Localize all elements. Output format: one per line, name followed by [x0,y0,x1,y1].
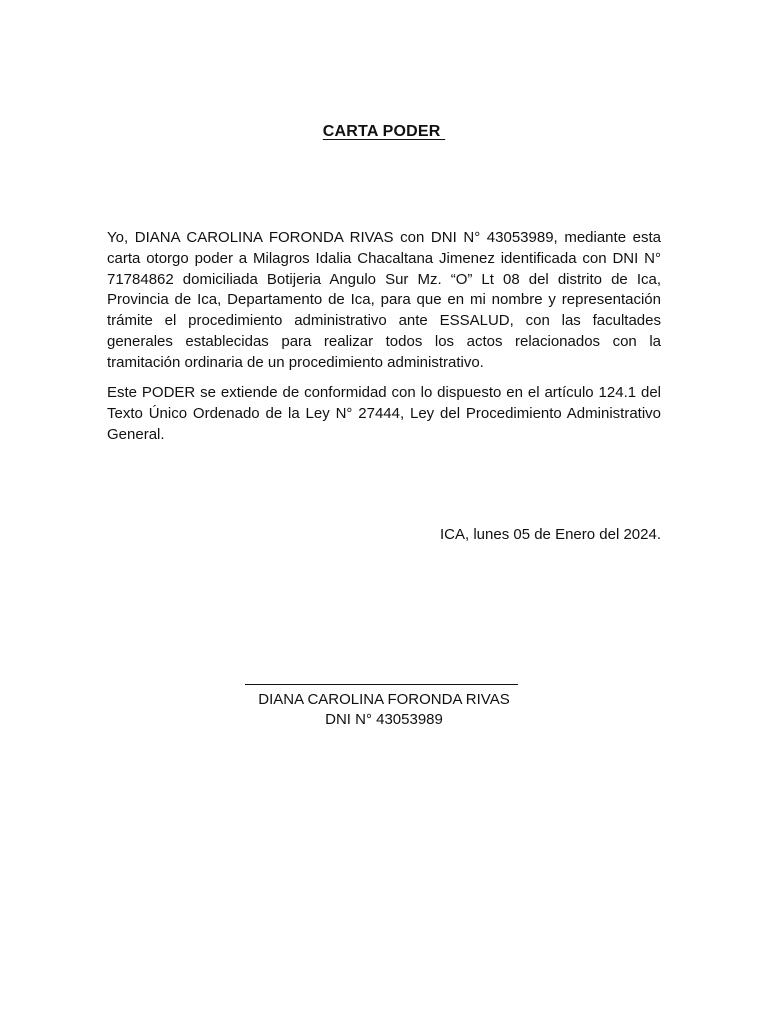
signatory-name: DIANA CAROLINA FORONDA RIVAS [258,691,510,708]
signature-line [245,684,518,685]
document-title [0,123,768,141]
signatory-dni: DNI N° 43053989 [325,711,443,728]
document-title-text: CARTA PODER [322,123,446,140]
document-date: ICA, lunes 05 de Enero del 2024. [440,526,661,543]
paragraph-legal-basis: Este PODER se extiende de conformidad con lo dispuesto en el artículo 124.1 del Texto Único Ordenado de la Ley N° 27444, Ley del Procedimiento Administrativo General. [107,384,661,443]
paragraph-grant-of-power: Yo, DIANA CAROLINA FORONDA RIVAS con DNI N° 43053989, mediante esta carta otorgo poder a Milagros Idalia Chacaltana Jimenez identificada con DNI N° 71784862 domiciliada Botijeria Angulo Sur Mz. “O” Lt 08 del distrito de Ica, Provincia de Ica, Departamento de Ica, para que en mi nombre y representación trámite el procedimiento administrativo ante ESSALUD, con las facultades generales establecidas para realizar todos los actos relacionados con la tramitación ordinaria de un procedimiento administrativo. [107,229,661,371]
